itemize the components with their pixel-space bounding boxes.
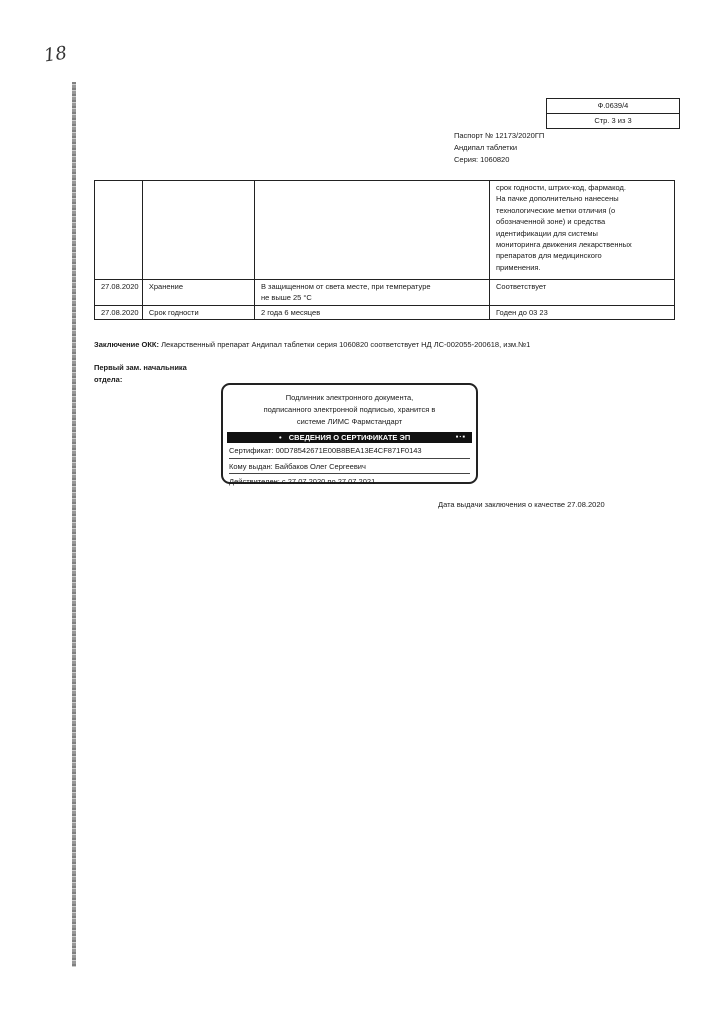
cell-test: Хранение xyxy=(142,280,254,306)
result-line: технологические метки отличия (о xyxy=(496,205,616,215)
cell-test: Срок годности xyxy=(142,305,254,319)
handwritten-page-number: 18 xyxy=(42,42,69,67)
passport-product: Андипал таблетки xyxy=(454,143,518,152)
form-page: Стр. 3 из 3 xyxy=(547,113,679,128)
cell-date xyxy=(95,181,143,280)
cell-requirement xyxy=(254,280,489,306)
cell-result xyxy=(490,181,675,280)
stamp-notice-line: Подлинник электронного документа, xyxy=(285,393,414,402)
stamp-header: СВЕДЕНИЯ О СЕРТИФИКАТЕ ЭП xyxy=(288,433,411,442)
stamp-notice-line: подписанного электронной подписью, хранится в xyxy=(263,405,436,414)
qr-mark-icon: ▪∙▪ xyxy=(455,432,466,441)
conclusion-label: Заключение ОКК: xyxy=(94,340,160,349)
table-row xyxy=(95,280,675,306)
requirement-line: не выше 25 °С xyxy=(260,293,312,303)
result-line: На пачке дополнительно нанесены xyxy=(496,194,619,204)
cell-test xyxy=(142,181,254,280)
result-line: применения. xyxy=(496,262,541,272)
stamp-validity: Действителен: с 27.07.2020 по 27.07.2021 xyxy=(229,477,376,486)
signer-line: отдела: xyxy=(94,375,123,384)
cell-date: 27.08.2020 xyxy=(95,305,143,319)
form-code-box xyxy=(546,98,680,129)
issue-date: Дата выдачи заключения о качестве 27.08.2020 xyxy=(438,500,605,509)
stamp-issued-to: Кому выдан: Байбаков Олег Сергеевич xyxy=(229,461,470,475)
result-line: срок годности, штрих-код, фармакод. xyxy=(496,183,626,192)
stamp-mark-icon: • xyxy=(279,433,282,442)
result-line: мониторинга движения лекарственных xyxy=(496,240,632,250)
scan-binding-edge xyxy=(72,82,76,967)
passport-series: Серия: 1060820 xyxy=(454,155,510,164)
table-row xyxy=(95,181,675,280)
cell-result: Годен до 03 23 xyxy=(490,305,675,319)
stamp-notice xyxy=(223,392,476,428)
passport-number: Паспорт № 12173/2020ГП xyxy=(454,131,545,140)
result-line: идентификации для системы xyxy=(496,228,598,238)
stamp-header-bar xyxy=(227,432,472,443)
stamp-certificate: Сертификат: 00D78542671E00B8BEA13E4CF871F0143 xyxy=(229,445,470,459)
cell-result: Соответствует xyxy=(490,280,675,306)
cell-requirement xyxy=(254,181,489,280)
form-code: Ф.0639/4 xyxy=(597,101,629,110)
signer-line: Первый зам. начальника xyxy=(94,363,187,372)
qc-conclusion xyxy=(94,340,530,349)
stamp-notice-line: системе ЛИМС Фармстандарт xyxy=(296,417,403,426)
cell-date: 27.08.2020 xyxy=(95,280,143,306)
passport-header xyxy=(454,130,544,166)
cell-requirement: 2 года 6 месяцев xyxy=(254,305,489,319)
signer-title xyxy=(94,362,187,386)
result-line: обозначенной зоне) и средства xyxy=(496,217,606,227)
e-signature-stamp xyxy=(221,383,478,484)
test-results-table xyxy=(94,180,675,320)
result-line: препаратов для медицинского xyxy=(496,251,602,261)
conclusion-text: Лекарственный препарат Андипал таблетки серия 1060820 соответствует НД ЛС-002055-200618, изм.№1 xyxy=(161,340,531,349)
table-row xyxy=(95,305,675,319)
requirement-line: В защищенном от света месте, при температуре xyxy=(260,282,431,291)
